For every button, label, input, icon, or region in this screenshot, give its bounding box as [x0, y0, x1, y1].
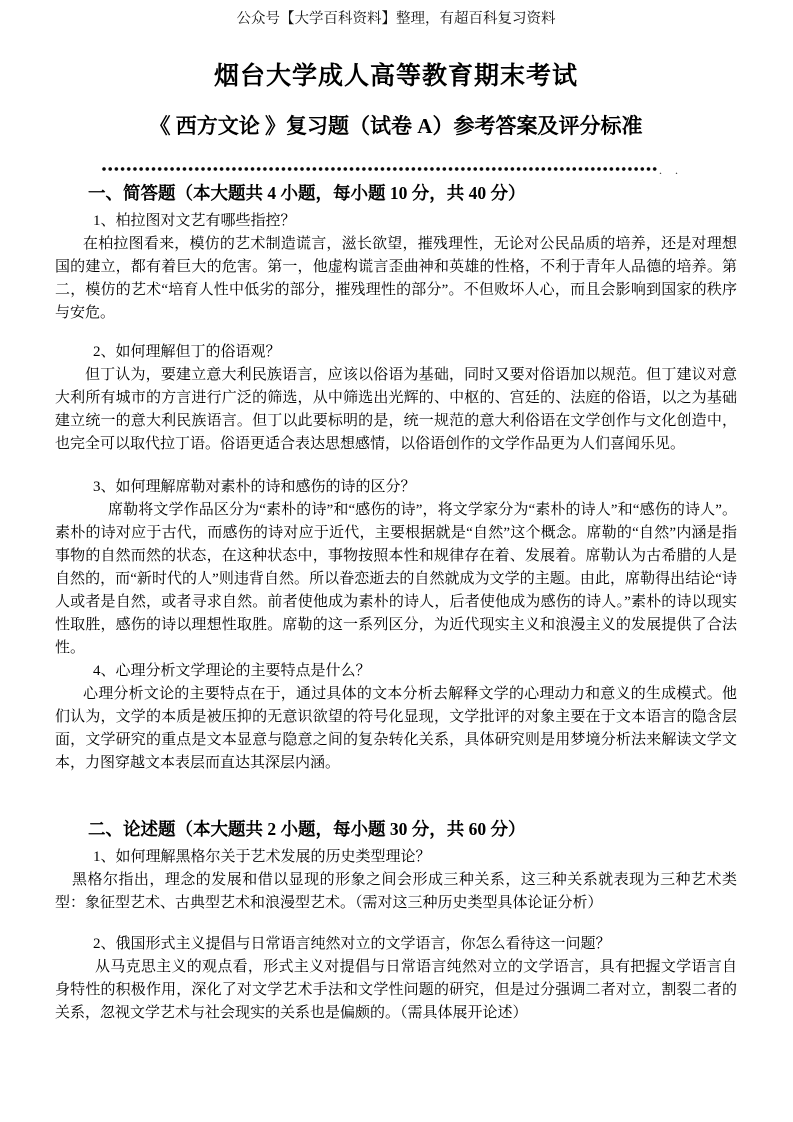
answer-text: 席勒将文学作品区分为“素朴的诗”和“感伤的诗”，将文学家分为“素朴的诗人”和“感伤的诗人”。素朴的诗对应于古代，而感伤的诗对应于近代，主要根据就是“自然”这个概念。席勒的“自然”内涵是指事物的自然而然的状态，在这种状态中，事物按照本性和规律存在着、发展着。席勒认为古希腊的人是自然的，而“新时代的人”则违背自然。所以眷恋逝去的自然就成为文学的主题。由此，席勒得出结论“诗人或者是自然，或者寻求自然。前者使他成为素朴的诗人，后者使他成为感伤的诗人。”素朴的诗以现实性取胜，感伤的诗以理想性取胜。席勒的这一系列区分，为近代现实主义和浪漫主义的发展提供了合法性。: [55, 502, 737, 656]
answer-text: 但丁认为，要建立意大利民族语言，应该以俗语为基础，同时又要对俗语加以规范。但丁建议对意大利所有城市的方言进行广泛的筛选，从中筛选出光辉的、中枢的、宫廷的、法庭的俗语，以之为基础建立统一的意大利民族语言。但丁以此要标明的是，统一规范的意大利俗语在文学创作与文化创造中，也完全可以取代拉丁语。俗语更适合表达思想感情，以俗语创作的文学作品更为人们喜闻乐见。: [55, 367, 737, 452]
question-text: 4、心理分析文学理论的主要特点是什么？: [93, 663, 371, 679]
answer-text: 从马克思主义的观点看，形式主义对提倡与日常语言纯然对立的文学语言，具有把握文学语言自身特性的积极作用，深化了对文学艺术手法和文学性问题的研究，但是过分强调二者对立，割裂二者的关系，忽视文学艺术与社会现实的关系也是偏颇的。（需具体展开论述）: [55, 959, 737, 1021]
qa-block-s2-q1: [55, 846, 737, 915]
section-2-heading: 二、论述题（本大题共 2 小题，每小题 30 分，共 60 分）: [88, 819, 526, 839]
qa-block-s2-q2: [55, 933, 737, 1025]
dotted-divider: [55, 160, 737, 177]
section-1-heading: 一、简答题（本大题共 4 小题，每小题 10 分，共 40 分）: [88, 183, 526, 203]
question-text: 3、如何理解席勒对素朴的诗和感伤的诗的区分？: [93, 479, 416, 495]
header-note: 公众号【大学百科资料】整理，有超百科复习资料: [236, 11, 556, 27]
answer-text: 黑格尔指出，理念的发展和借以显现的形象之间会形成三种关系，这三种关系就表现为三种艺术类型：象征型艺术、古典型艺术和浪漫型艺术。（需对这三种历史类型具体论证分析）: [55, 872, 737, 911]
qa-block-s1-q1: [55, 210, 737, 325]
doc-subtitle: 《 西方文论 》复习题（试卷 A）参考答案及评分标准: [149, 114, 643, 138]
question-text: 2、如何理解但丁的俗语观？: [93, 344, 281, 360]
dot-leader: [101, 166, 657, 172]
doc-title: 烟台大学成人高等教育期末考试: [213, 63, 578, 90]
question-text: 2、俄国形式主义提倡与日常语言纯然对立的文学语言，你怎么看待这一问题？: [93, 936, 611, 952]
question-text: 1、柏拉图对文艺有哪些指控？: [93, 213, 296, 229]
qa-block-s1-q3: [55, 476, 737, 660]
qa-block-s1-q4: [55, 660, 737, 775]
qa-block-s1-q2: [55, 341, 737, 456]
answer-text: 在柏拉图看来，模仿的艺术制造谎言，滋长欲望，摧残理性，无论对公民品质的培养，还是对理想国的建立，都有着巨大的危害。第一，他虚构谎言歪曲神和英雄的性格，不利于青年人品德的培养。第二，模仿的艺术“培育人性中低劣的部分，摧残理性的部分”。不但败坏人心，而且会影响到国家的秩序与安危。: [55, 236, 737, 321]
question-text: 1、如何理解黑格尔关于艺术发展的历史类型理论？: [93, 849, 431, 865]
answer-text: 心理分析文论的主要特点在于，通过具体的文本分析去解释文学的心理动力和意义的生成模式。他们认为，文学的本质是被压抑的无意识欲望的符号化显现，文学批评的对象主要在于文本语言的隐含层面，文学研究的重点是文本显意与隐意之间的复杂转化关系，具体研究则是用梦境分析法来解读文学文本，力图穿越文本表层而直达其深层内涵。: [55, 686, 737, 771]
divider-trailing-dots: . .: [659, 163, 683, 177]
